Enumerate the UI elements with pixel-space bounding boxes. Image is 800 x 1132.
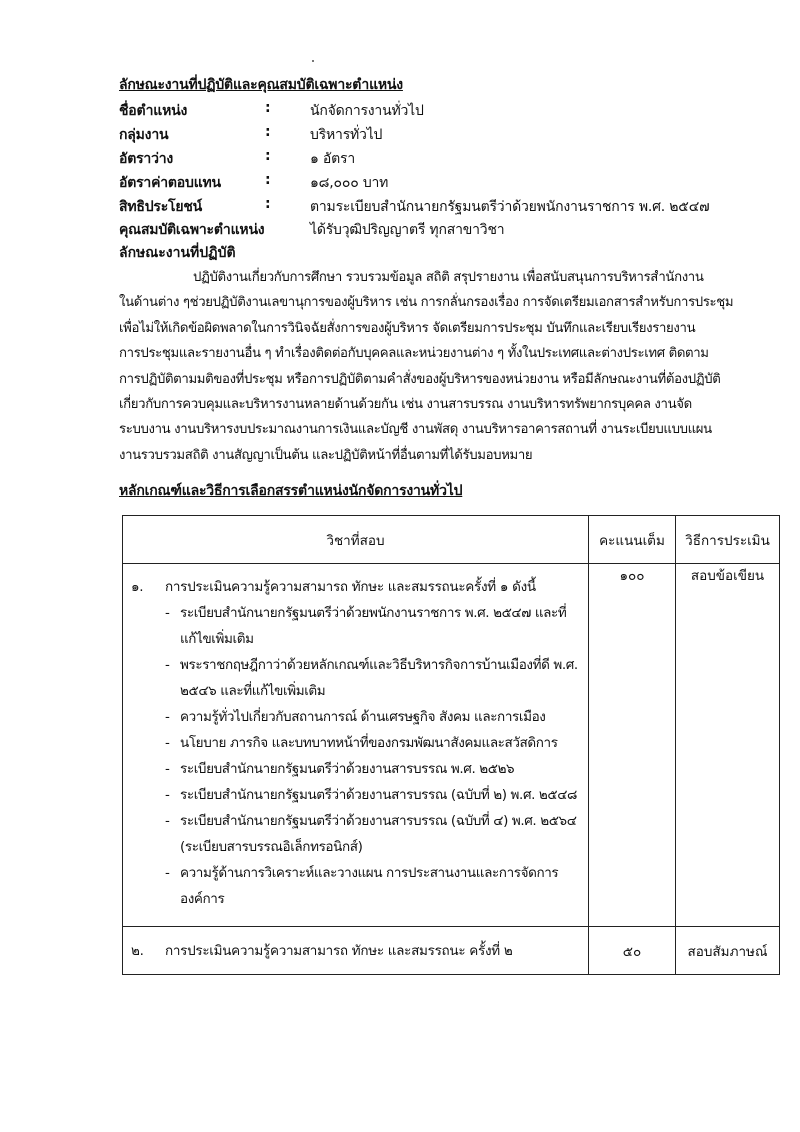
topic-item: - ความรู้ด้านการวิเคราะห์และวางแผน การประสานงานและการจัดการองค์การ [165, 860, 582, 912]
field-value: นักจัดการงานทั่วไป [310, 103, 424, 119]
job-section-title: ลักษณะงานที่ปฏิบัติและคุณสมบัติเฉพาะตำแหน่ง [119, 77, 403, 93]
field-value: ๑๘,๐๐๐ บาท [310, 175, 389, 191]
field-colon: : [265, 172, 271, 188]
topic-item: - นโยบาย ภารกิจ และบทบาทหน้าที่ของกรมพัฒนาสังคมและสวัสดิการ [165, 730, 582, 756]
field-label: คุณสมบัติเฉพาะตำแหน่ง [119, 222, 265, 238]
subject-cell [123, 927, 589, 975]
paragraph-line: ระบบงาน งานบริหารงบประมาณงานการเงินและบัญชี งานพัสดุ งานบริหารอาคารสถานที่ งานระเบียบแบบแผน [119, 422, 712, 438]
duties-title: ลักษณะงานที่ปฏิบัติ [119, 245, 236, 261]
item-title: การประเมินความรู้ความสามารถ ทักษะ และสมรรถนะ ครั้งที่ ๒ [165, 942, 513, 959]
header-method: วิธีการประเมิน [676, 516, 780, 564]
field-colon: : [265, 148, 271, 164]
topic-item: - ความรู้ทั่วไปเกี่ยวกับสถานการณ์ ด้านเศรษฐกิจ สังคม และการเมือง [165, 704, 582, 730]
paragraph-line: ในด้านต่าง ๆช่วยปฏิบัติงานเลขานุการของผู้บริหาร เช่น การกลั่นกรองเรื่อง การจัดเตรียมเอกสารสำหรับการประชุม [119, 295, 734, 311]
paragraph-line: การปฏิบัติตามมติของที่ประชุม หรือการปฏิบัติตามคำสั่งของผู้บริหารของหน่วยงาน หรือมีลักษณะงานที่ต้องปฏิบัติ [119, 371, 721, 387]
field-colon: : [265, 100, 271, 116]
paragraph-line: เกี่ยวกับการควบคุมและบริหารงานหลายด้านด้วยกัน เช่น งานสารบรรณ งานบริหารทรัพยากรบุคคล งานจัด [119, 397, 692, 413]
field-label: อัตราว่าง [119, 151, 174, 167]
item-title: การประเมินความรู้ความสามารถ ทักษะ และสมรรถนะครั้งที่ ๑ ดังนี้ [165, 579, 536, 595]
field-label: อัตราค่าตอบแทน [119, 175, 221, 191]
paragraph-line: งานรวบรวมสถิติ งานสัญญาเป็นต้น และปฏิบัติหน้าที่อื่นตามที่ได้รับมอบหมาย [119, 447, 533, 463]
scan-speck [312, 60, 314, 62]
topic-item: - ระเบียบสำนักนายกรัฐมนตรีว่าด้วยงานสารบรรณ (ฉบับที่ ๔) พ.ศ. ๒๕๖๔ (ระเบียบสารบรรณอิเล็กทรอนิกส์) [165, 808, 582, 860]
header-subject: วิชาที่สอบ [123, 516, 589, 564]
table-row [123, 927, 780, 975]
paragraph-line: ปฏิบัติงานเกี่ยวกับการศึกษา รวบรวมข้อมูล สถิติ สรุปรายงาน เพื่อสนับสนุนการบริหารสำนักงาน [193, 270, 704, 285]
field-value: ตามระเบียบสำนักนายกรัฐมนตรีว่าด้วยพนักงานราชการ พ.ศ. ๒๕๔๗ [310, 199, 710, 215]
criteria-table [122, 515, 780, 975]
item-number: ๒. [131, 942, 144, 959]
field-value: ได้รับวุฒิปริญญาตรี ทุกสาขาวิชา [310, 222, 505, 238]
table-header-row [123, 516, 780, 564]
field-label: กลุ่มงาน [119, 127, 169, 143]
criteria-section-title: หลักเกณฑ์และวิธีการเลือกสรรตำแหน่งนักจัดการงานทั่วไป [119, 483, 463, 499]
paragraph-line: เพื่อไม่ให้เกิดข้อผิดพลาดในการวินิจฉัยสั่งการของผู้บริหาร จัดเตรียมการประชุม บันทึกและเรียบเรียงรายงาน [119, 320, 696, 336]
subject-cell [123, 564, 589, 927]
field-label: ชื่อตำแหน่ง [119, 103, 188, 119]
topic-item: - ระเบียบสำนักนายกรัฐมนตรีว่าด้วยงานสารบรรณ พ.ศ. ๒๕๒๖ [165, 756, 582, 782]
paragraph-line: การประชุมและรายงานอื่น ๆ ทำเรื่องติดต่อกับบุคคลและหน่วยงานต่าง ๆ ทั้งในประเทศและต่างประเทศ ติดตาม [119, 346, 709, 362]
duties-paragraph [119, 265, 791, 468]
field-value: ๑ อัตรา [310, 151, 356, 167]
score-cell: ๑๐๐ [589, 564, 676, 927]
score-cell: ๕๐ [589, 927, 676, 975]
field-colon: : [265, 124, 271, 140]
method-cell: สอบข้อเขียน [676, 564, 780, 927]
field-colon: : [265, 196, 271, 212]
item-number: ๑. [131, 579, 144, 595]
topic-item: - พระราชกฤษฎีกาว่าด้วยหลักเกณฑ์และวิธีบริหารกิจการบ้านเมืองที่ดี พ.ศ. ๒๕๔๖ และที่แก้ไขเพิ่มเติม [165, 652, 582, 704]
field-value: บริหารทั่วไป [310, 127, 383, 143]
topic-item: - ระเบียบสำนักนายกรัฐมนตรีว่าด้วยพนักงานราชการ พ.ศ. ๒๕๔๗ และที่แก้ไขเพิ่มเติม [165, 600, 582, 652]
table-row [123, 564, 780, 927]
topic-list [131, 600, 582, 912]
topic-item: - ระเบียบสำนักนายกรัฐมนตรีว่าด้วยงานสารบรรณ (ฉบับที่ ๒) พ.ศ. ๒๕๔๘ [165, 782, 582, 808]
header-full-score: คะแนนเต็ม [589, 516, 676, 564]
method-cell: สอบสัมภาษณ์ [676, 927, 780, 975]
field-label: สิทธิประโยชน์ [119, 199, 203, 215]
